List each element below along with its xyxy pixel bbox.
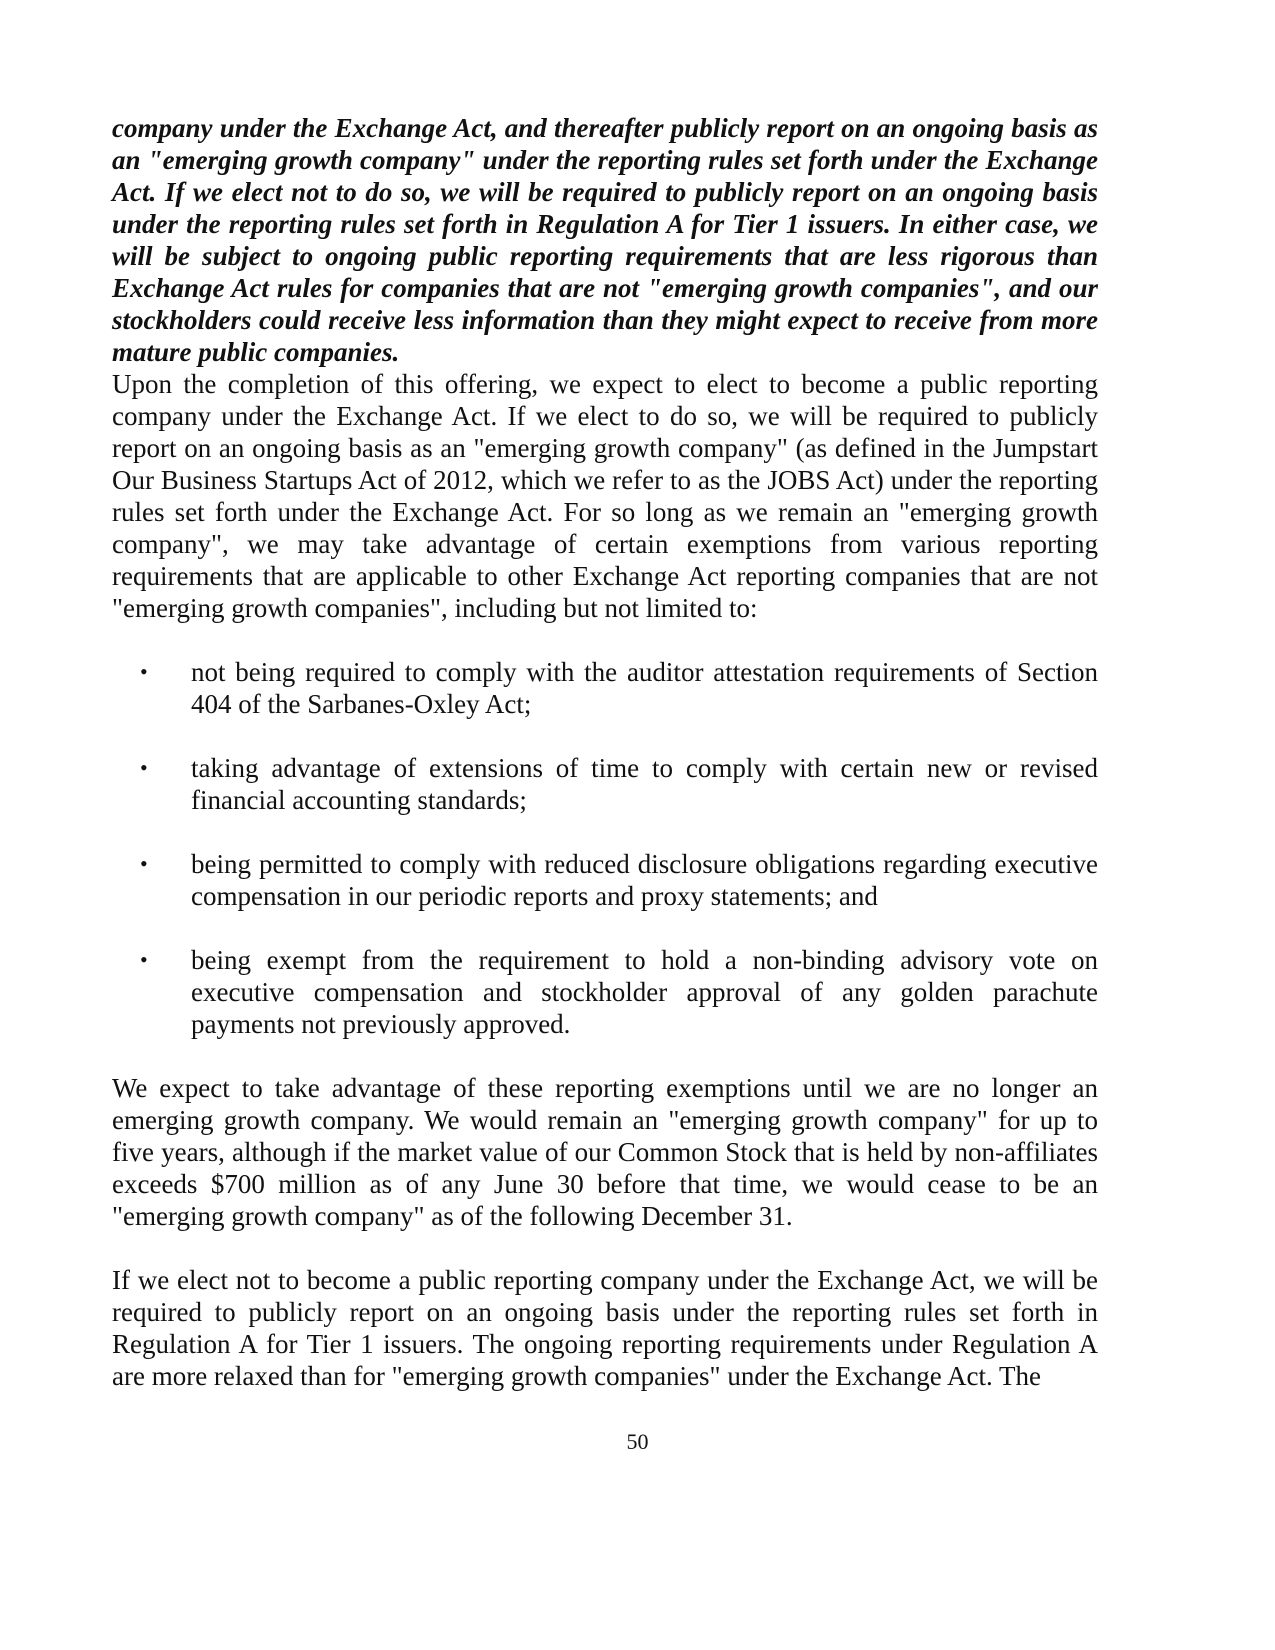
exemptions-list: [112, 656, 1098, 1040]
bullet-icon: •: [140, 947, 148, 972]
risk-factor-heading: company under the Exchange Act, and thereafter publicly report on an ongoing basis as an "emerging growth company" under the reporting rules set forth under the Exchange Act. If we elect not to do so, we will be required to publicly report on an ongoing basis under the reporting rules set forth in Regulation A for Tier 1 issuers. In either case, we will be subject to ongoing public reporting requirements that are less rigorous than Exchange Act rules for companies that are not "emerging growth companies", and our stockholders could receive less information than they might expect to receive from more mature public companies.: [112, 113, 1098, 367]
paragraph-regulation-a: If we elect not to become a public reporting company under the Exchange Act, we will be required to publicly report on an ongoing basis under the reporting rules set forth in Regulation A for Tier 1 issuers. The ongoing reporting requirements under Regulation A are more relaxed than for "emerging growth companies" under the Exchange Act. The: [112, 1265, 1098, 1391]
spacer: [112, 1232, 1098, 1264]
list-item-text: being exempt from the requirement to hold a non-binding advisory vote on executive compensation and stockholder approval of any golden parachute payments not previously approved.: [191, 945, 1098, 1039]
spacer: [112, 624, 1098, 656]
page-number: 50: [626, 1429, 649, 1454]
list-item-text: taking advantage of extensions of time to comply with certain new or revised financial accounting standards;: [191, 753, 1098, 815]
bullet-icon: •: [140, 659, 148, 684]
paragraph-jobs-act: Upon the completion of this offering, we expect to elect to become a public reporting company under the Exchange Act. If we elect to do so, we will be required to publicly report on an ongoing basis as an "emerging growth company" (as defined in the Jumpstart Our Business Startups Act of 2012, which we refer to as the JOBS Act) under the reporting rules set forth under the Exchange Act. For so long as we remain an "emerging growth company", we may take advantage of certain exemptions from various reporting requirements that are applicable to other Exchange Act reporting companies that are not "emerging growth companies", including but not limited to:: [112, 369, 1098, 623]
document-page: [112, 112, 1098, 1392]
bullet-icon: •: [140, 755, 148, 780]
paragraph-exemption-duration: We expect to take advantage of these reporting exemptions until we are no longer an emerging growth company. We would remain an "emerging growth company" for up to five years, although if the market value of our Common Stock that is held by non-affiliates exceeds $700 million as of any June 30 before that time, we would cease to be an "emerging growth company" as of the following December 31.: [112, 1073, 1098, 1231]
list-item: [112, 848, 1098, 912]
list-item: [112, 944, 1098, 1040]
bullet-icon: •: [140, 851, 148, 876]
list-item-text: being permitted to comply with reduced disclosure obligations regarding executive compensation in our periodic reports and proxy statements; and: [191, 849, 1098, 911]
list-item: [112, 752, 1098, 816]
list-item-text: not being required to comply with the auditor attestation requirements of Section 404 of the Sarbanes-Oxley Act;: [191, 657, 1098, 719]
list-item: [112, 656, 1098, 720]
